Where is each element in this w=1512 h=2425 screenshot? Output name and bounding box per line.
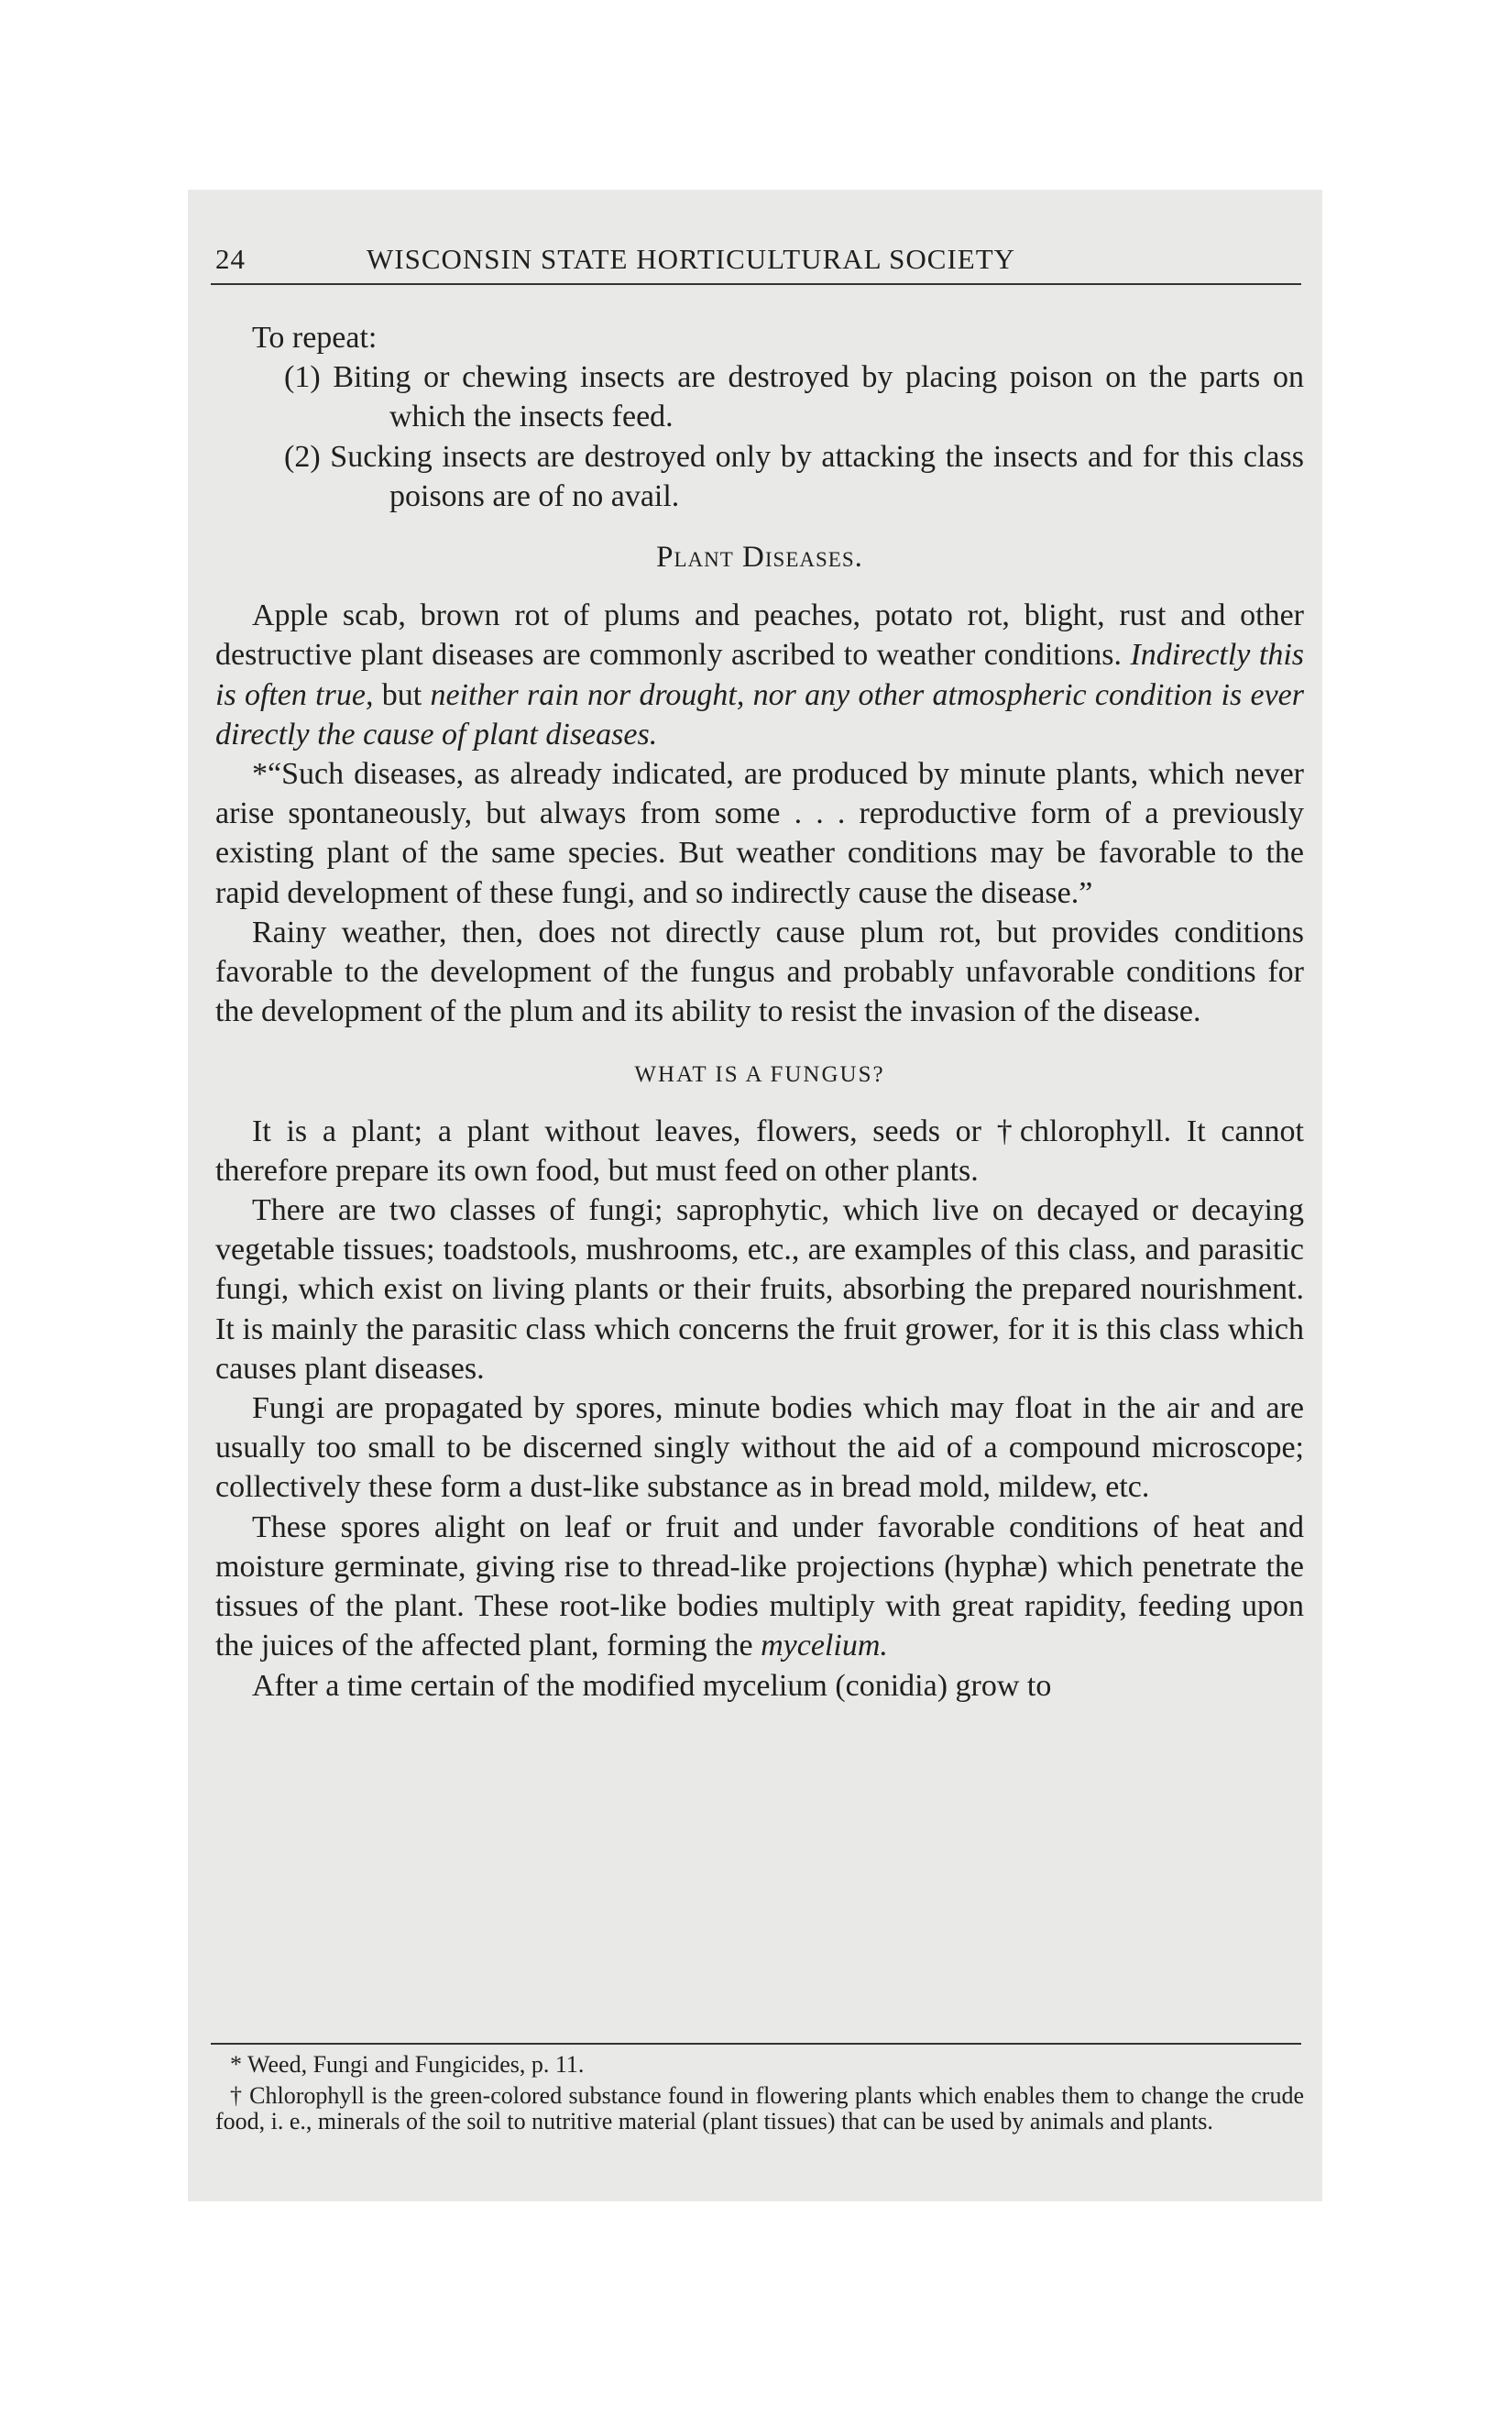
paragraph: There are two classes of fungi; saprophytic, which live on decayed or decaying vegetable tissues; toadstools, mushrooms, etc., are examples of this class, and parasitic fungi, which exist on living plants or their fruits, absorbing the prepared nourishment. It is mainly the parasitic class which concerns the fruit grower, for it is this class which causes plant diseases.: [215, 1193, 1304, 1386]
repeat-item-2: (2) Sucking insects are destroyed only by attacking the insects and for this class poisons are of no avail.: [284, 439, 1304, 513]
running-head: [211, 243, 1304, 280]
paragraph: Fungi are propagated by spores, minute bodies which may float in the air and are usually too small to be discerned singly without the aid of a compound microscope; collectively these form a dust-like substance as in bread mold, mildew, etc.: [215, 1391, 1304, 1505]
paragraph: *“Such diseases, as already indicated, are produced by minute plants, which never arise spontaneously, but always from some . . . reproductive form of a previously existing plant of the same species. But weather conditions may be favorable to the rapid development of these fungi, and so indirectly cause the disease.”: [215, 757, 1304, 910]
repeat-lead: To repeat:: [252, 321, 378, 355]
paragraph-text: These spores alight on leaf or fruit and under favorable conditions of heat and moisture germinate, giving rise to thread-like projections (hyphæ) which penetrate the tissues of the plant. These root-like bodies multiply with great rapidity, feeding upon the juices of the affected plant, forming the: [215, 1509, 1304, 1663]
header-rule: [211, 283, 1301, 285]
running-title: WISCONSIN STATE HORTICULTURAL SOCIETY: [367, 243, 1016, 275]
body-text: [215, 318, 1304, 1706]
section-heading-fungus: WHAT IS A FUNGUS?: [634, 1062, 885, 1088]
page-number: 24: [215, 243, 246, 275]
footnote-rule: [211, 2043, 1301, 2045]
paragraph: After a time certain of the modified mycelium (conidia) grow to: [252, 1668, 1052, 1703]
paragraph: It is a plant; a plant without leaves, flowers, seeds or †chlorophyll. It cannot therefore prepare its own food, but must feed on other plants.: [215, 1114, 1304, 1188]
section-heading-plant-diseases: Plant Diseases.: [656, 541, 863, 575]
emphasis-text: neither rain nor drought, nor any other atmospheric condition is ever directly the cause of plant diseases.: [215, 677, 1304, 752]
book-page: [188, 190, 1322, 2201]
footnotes: [215, 2052, 1304, 2140]
emphasis-text: Indirectly this is often true,: [215, 638, 1304, 712]
footnote-2: † Chlorophyll is the green-colored substance found in flowering plants which enables them to change the crude food, i. e., minerals of the soil to nutritive material (plant tissues) that can be used by animals and plants.: [215, 2082, 1304, 2134]
paragraph: Rainy weather, then, does not directly cause plum rot, but provides conditions favorable to the development of the fungus and probably unfavorable conditions for the development of the plum and its ability to resist the invasion of the disease.: [215, 915, 1304, 1029]
paragraph: [215, 1508, 1304, 1666]
paragraph-text: Apple scab, brown rot of plums and peaches, potato rot, blight, rust and other destructive plant diseases are commonly ascribed to weather conditions.: [215, 598, 1304, 673]
emphasis-text: mycelium.: [761, 1629, 888, 1663]
repeat-item-1: (1) Biting or chewing insects are destroyed by placing poison on the parts on which the insects feed.: [284, 360, 1304, 434]
footnote-1: * Weed, Fungi and Fungicides, p. 11.: [230, 2051, 585, 2078]
paragraph-text: but: [373, 677, 431, 712]
paragraph: [215, 596, 1304, 754]
